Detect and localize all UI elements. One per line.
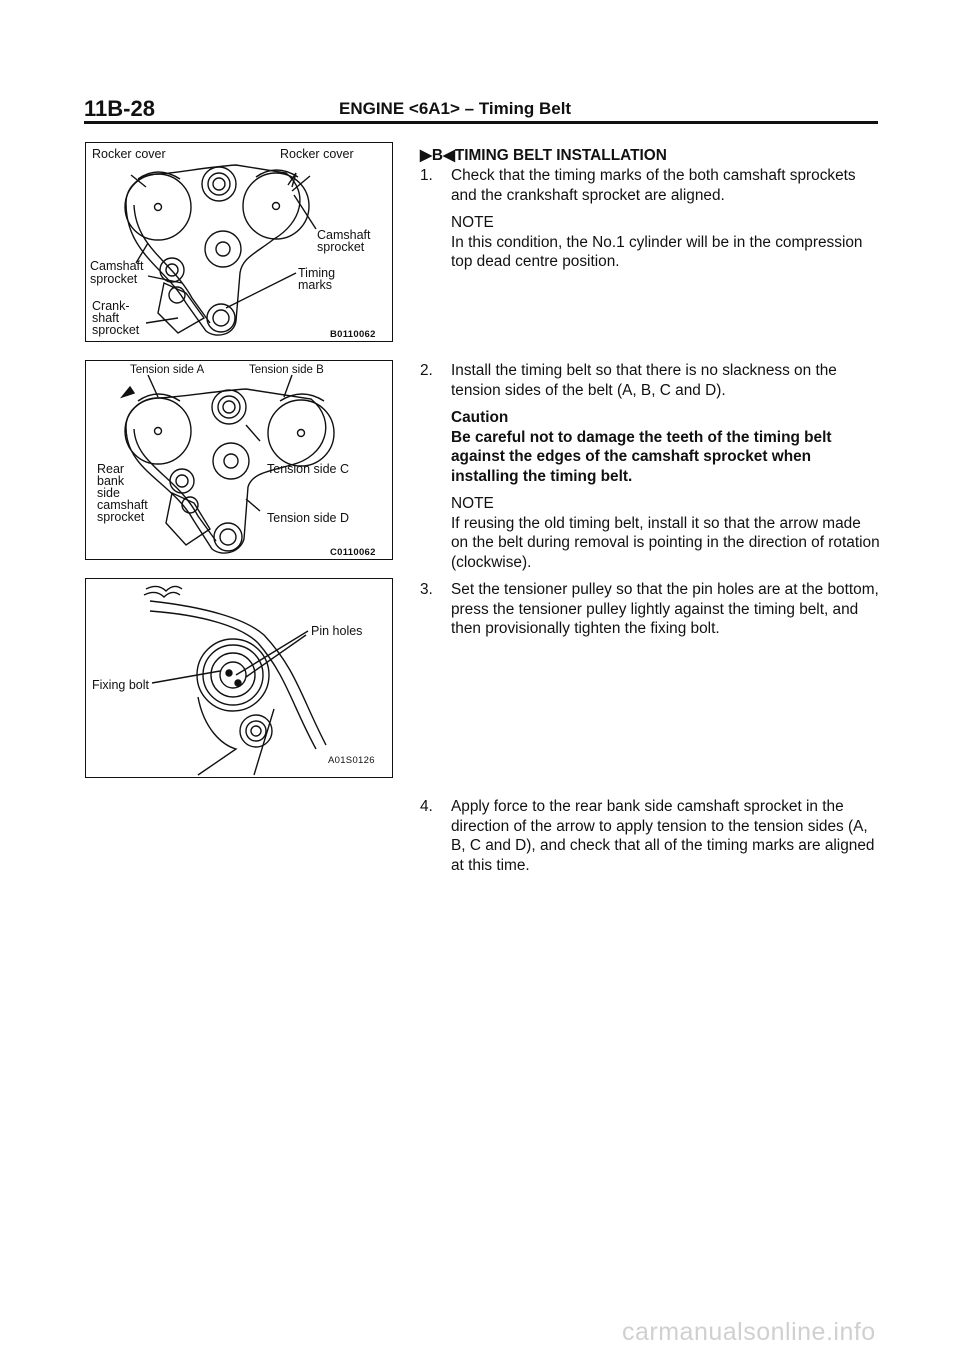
footer-watermark[interactable]: carmanualsonline.info	[622, 1318, 876, 1346]
triangle-right-icon: ▶	[420, 147, 432, 164]
note-label: NOTE	[451, 214, 494, 231]
caution-label: Caution	[451, 409, 509, 426]
figure-timing-marks	[85, 142, 393, 342]
label-tension-side-c: Tension side C	[267, 462, 349, 476]
header-rule	[84, 121, 878, 124]
label-shaft: shaft	[92, 311, 120, 325]
label-camshaft-right: Camshaft	[317, 228, 371, 242]
step-3	[420, 580, 880, 639]
note-text: If reusing the old timing belt, install it so that the arrow made on the belt during removal is pointing in the direction of rotation (clockwise).	[451, 514, 880, 571]
label-pin-holes: Pin holes	[311, 624, 363, 638]
step-number: 4.	[420, 798, 433, 815]
label-crank-sprocket: sprocket	[92, 323, 140, 337]
label-bank: bank	[97, 474, 125, 488]
step-2	[420, 361, 880, 572]
label-tension-side-d: Tension side D	[267, 511, 349, 525]
step-4	[420, 797, 880, 875]
step-number: 1.	[420, 167, 433, 184]
page-header	[84, 96, 878, 121]
note-label: NOTE	[451, 495, 494, 512]
figure-tension-sides	[85, 360, 393, 560]
label-fixing-bolt: Fixing bolt	[92, 678, 149, 692]
left-camshaft-sprocket	[125, 174, 191, 240]
page-title: ENGINE <6A1> – Timing Belt	[339, 99, 572, 118]
label-rear: Rear	[97, 462, 125, 476]
step-text: Install the timing belt so that there is no slackness on the tension sides of the belt (A, B, C and D).	[451, 362, 837, 399]
figure-code: C0110062	[330, 547, 376, 558]
step-number: 2.	[420, 362, 433, 379]
label-tension-side-b: Tension side B	[249, 364, 324, 376]
step-number: 3.	[420, 581, 433, 598]
label-sprocket-left: sprocket	[90, 272, 138, 286]
label-sprocket-right: sprocket	[317, 240, 365, 254]
label-camshaft-left: Camshaft	[90, 259, 144, 273]
section-heading-text: TIMING BELT INSTALLATION	[454, 147, 667, 164]
label-marks: marks	[298, 278, 333, 292]
figure-code: A01S0126	[328, 755, 375, 766]
label-side: side	[97, 486, 120, 500]
section-marker: B	[431, 147, 443, 164]
step-1	[420, 166, 880, 272]
label-crank: Crank-	[92, 299, 130, 313]
figure-2-illustration	[86, 361, 392, 559]
step-text: Set the tensioner pulley so that the pin holes are at the bottom, press the tensioner pulley lightly against the timing belt, and then provisionally tighten the fixing bolt.	[451, 581, 879, 637]
label-tension-side-a: Tension side A	[130, 364, 205, 376]
label-timing: Timing	[298, 266, 336, 280]
step-text: Apply force to the rear bank side camshaft sprocket in the direction of the arrow to apply tension to the tension sides (A, B, C and D), and check that all of the timing marks are aligned at this time.	[451, 798, 875, 874]
triangle-left-icon: ◀	[442, 147, 455, 164]
figure-code: B0110062	[330, 329, 376, 340]
label-camshaft: camshaft	[97, 498, 148, 512]
step-text: Check that the timing marks of the both camshaft sprockets and the crankshaft sprocket are aligned.	[451, 167, 856, 204]
section-timing-belt-installation	[420, 146, 880, 166]
note-text: In this condition, the No.1 cylinder will be in the compression top dead centre position.	[451, 233, 863, 270]
page-number: 11B-28	[84, 96, 155, 121]
caution-text: Be careful not to damage the teeth of the timing belt against the edges of the camshaft sprocket when installing the timing belt.	[451, 428, 832, 485]
section-heading	[420, 146, 880, 166]
label-rocker-cover-right: Rocker cover	[280, 147, 354, 161]
label-rocker-cover-left: Rocker cover	[92, 147, 166, 161]
label-sprocket: sprocket	[97, 510, 145, 524]
figure-tensioner	[85, 578, 393, 778]
